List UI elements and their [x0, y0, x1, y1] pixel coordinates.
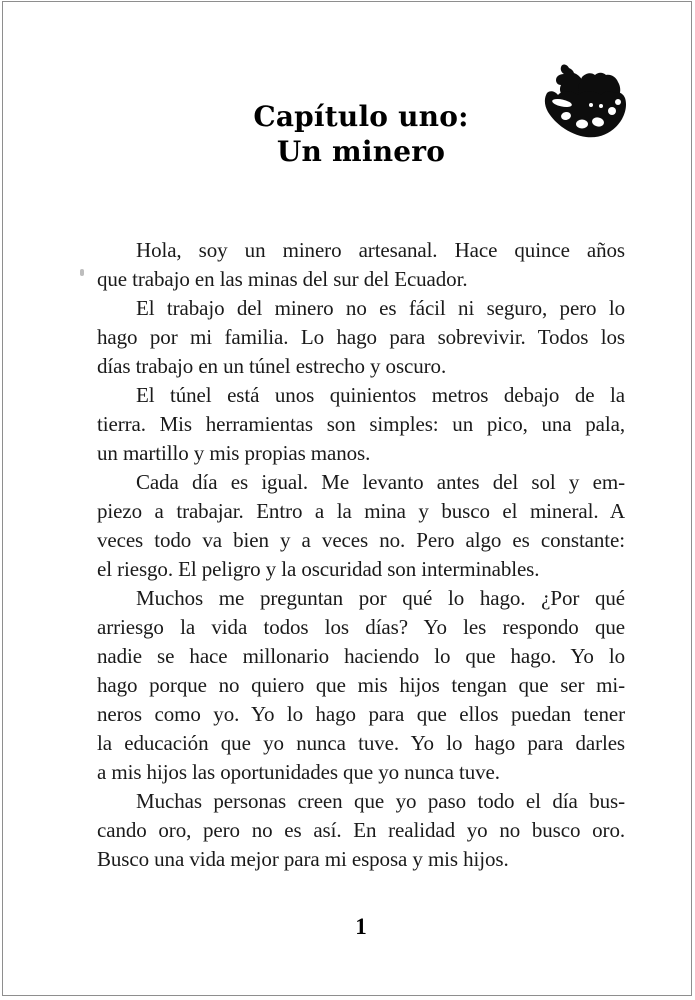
text-line: el riesgo. El peligro y la oscuridad son interminables. — [97, 557, 540, 581]
text-line: que trabajo en las minas del sur del Ecuador. — [97, 267, 468, 291]
body-text — [97, 236, 625, 874]
text-line: El túnel está unos quinientos metros debajo de la — [136, 383, 625, 407]
text-line: Busco una vida mejor para mi esposa y mis hijos. — [97, 847, 509, 871]
paragraph — [97, 787, 625, 874]
paragraph — [97, 584, 625, 787]
text-line: hago por mi familia. Lo hago para sobrevivir. Todos los — [97, 325, 625, 349]
text-line: Hola, soy un minero artesanal. Hace quince años — [136, 238, 625, 262]
paragraph — [97, 236, 625, 294]
text-line: cando oro, pero no es así. En realidad yo no busco oro. — [97, 818, 625, 842]
text-line: El trabajo del minero no es fácil ni seguro, pero lo — [136, 296, 625, 320]
text-line: un martillo y mis propias manos. — [97, 441, 371, 465]
text-line: hago porque no quiero que mis hijos tengan que ser mi- — [97, 673, 625, 697]
text-line: veces todo va bien y a veces no. Pero algo es constante: — [97, 528, 625, 552]
chapter-title-line-2: Un minero — [276, 135, 446, 168]
chapter-title-line-1: Capítulo uno: — [253, 100, 469, 133]
text-line: piezo a trabajar. Entro a la mina y busco el mineral. A — [97, 499, 625, 523]
text-line: neros como yo. Yo lo hago para que ellos puedan tener — [97, 702, 625, 726]
text-line: Cada día es igual. Me levanto antes del sol y em- — [136, 470, 625, 494]
paragraph — [97, 381, 625, 468]
text-line: Muchos me preguntan por qué lo hago. ¿Por qué — [136, 586, 625, 610]
text-line: a mis hijos las oportunidades que yo nunca tuve. — [97, 760, 500, 784]
scan-artifact — [80, 269, 84, 276]
paragraph — [97, 468, 625, 584]
miner-cart-icon — [544, 62, 630, 142]
text-line: arriesgo la vida todos los días? Yo les respondo que — [97, 615, 625, 639]
text-line: Muchas personas creen que yo paso todo el día bus- — [136, 789, 625, 813]
text-line: la educación que yo nunca tuve. Yo lo hago para darles — [97, 731, 625, 755]
text-line: tierra. Mis herramientas son simples: un pico, una pala, — [97, 412, 625, 436]
text-line: días trabajo en un túnel estrecho y oscuro. — [97, 354, 447, 378]
text-line: nadie se hace millonario haciendo lo que hago. Yo lo — [97, 644, 625, 668]
page-number: 1 — [355, 914, 367, 939]
paragraph — [97, 294, 625, 381]
